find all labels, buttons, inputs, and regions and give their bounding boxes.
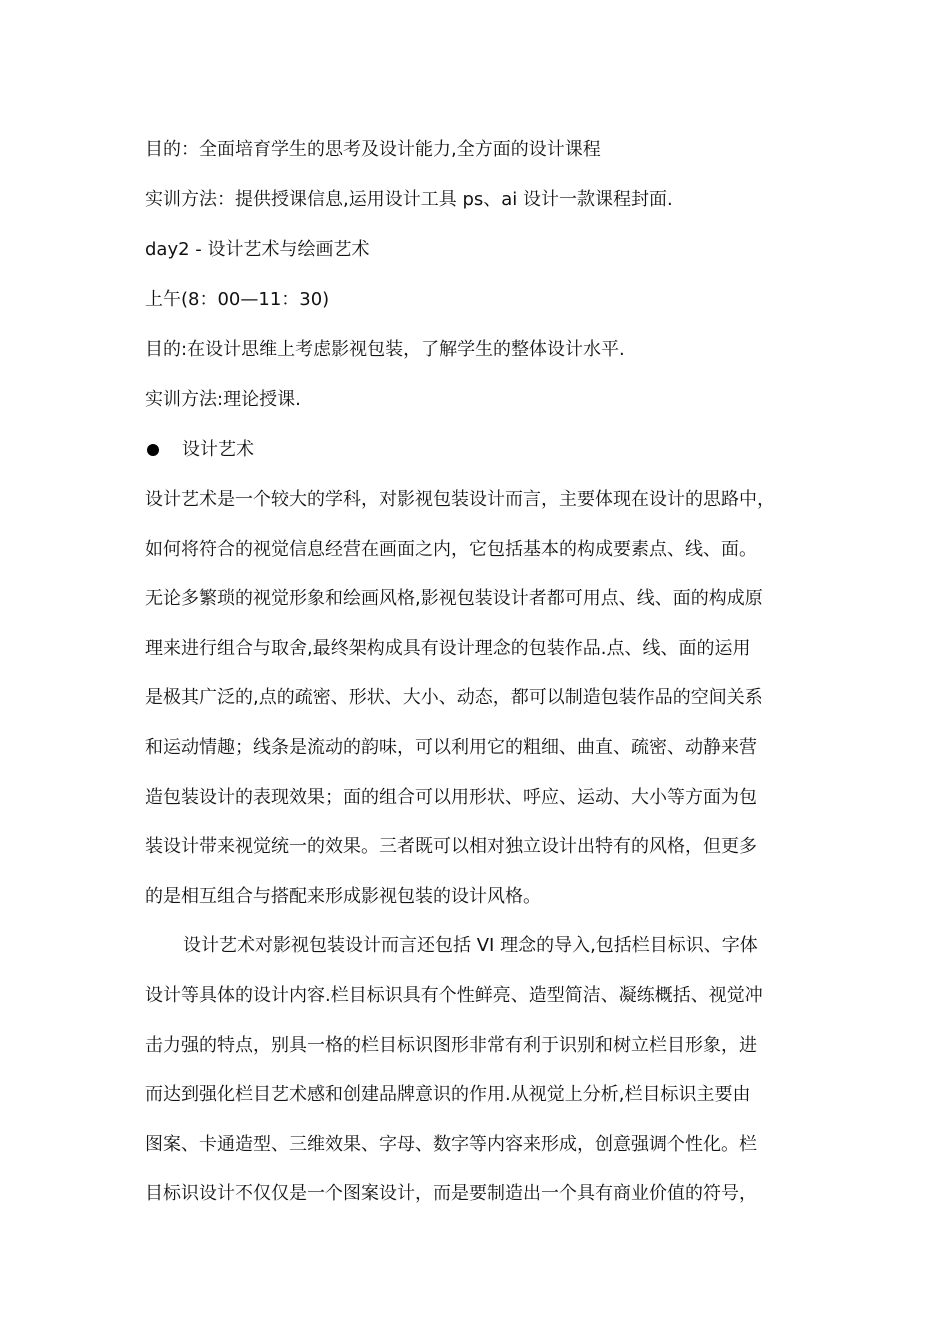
paragraph2-line: 设计艺术对影视包装设计而言还包括 VI 理念的导入,包括栏目标识、字体: [183, 935, 758, 956]
paragraph2-line: 击力强的特点，别具一格的栏目标识图形非常有利于识别和树立栏目形象，进: [145, 1035, 757, 1056]
paragraph2-line: 图案、卡通造型、三维效果、字母、数字等内容来形成，创意强调个性化。栏: [145, 1134, 757, 1155]
paragraph1-line: 的是相互组合与搭配来形成影视包装的设计风格。: [145, 886, 541, 907]
text-line-method: 实训方法：提供授课信息,运用设计工具 ps、ai 设计一款课程封面.: [145, 189, 673, 210]
paragraph2-line: 而达到强化栏目艺术感和创建品牌意识的作用.从视觉上分析,栏目标识主要由: [145, 1084, 751, 1105]
text-line-purpose: 目的：全面培育学生的思考及设计能力,全方面的设计课程: [145, 139, 601, 160]
paragraph2-line: 设计等具体的设计内容.栏目标识具有个性鲜亮、造型简洁、凝练概括、视觉冲: [145, 985, 763, 1006]
paragraph1-line: 设计艺术是一个较大的学科，对影视包装设计而言，主要体现在设计的思路中，: [145, 489, 775, 510]
paragraph1-line: 理来进行组合与取舍,最终架构成具有设计理念的包装作品.点、线、面的运用: [145, 638, 751, 659]
text-line-day2-heading: day2 - 设计艺术与绘画艺术: [145, 239, 370, 260]
paragraph2-line: 目标识设计不仅仅是一个图案设计，而是要制造出一个具有商业价值的符号，: [145, 1183, 757, 1204]
text-line-morning-time: 上午(8：00—11：30): [145, 289, 330, 310]
paragraph1-line: 装设计带来视觉统一的效果。三者既可以相对独立设计出特有的风格，但更多: [145, 836, 757, 857]
bullet-dot-icon: [147, 444, 159, 456]
paragraph1-line: 造包装设计的表现效果；面的组合可以用形状、呼应、运动、大小等方面为包: [145, 787, 757, 808]
text-line-method-2: 实训方法:理论授课.: [145, 389, 301, 410]
bullet-item: [145, 438, 815, 462]
paragraph1-line: 是极其广泛的,点的疏密、形状、大小、动态，都可以制造包装作品的空间关系: [145, 687, 763, 708]
bullet-item-label: 设计艺术: [182, 439, 254, 460]
text-line-purpose-2: 目的:在设计思维上考虑影视包装，了解学生的整体设计水平.: [145, 339, 625, 360]
paragraph1-line: 无论多繁琐的视觉形象和绘画风格,影视包装设计者都可用点、线、面的构成原: [145, 588, 763, 609]
paragraph1-line: 如何将符合的视觉信息经营在画面之内，它包括基本的构成要素点、线、面。: [145, 539, 757, 560]
paragraph1-line: 和运动情趣；线条是流动的韵味，可以利用它的粗细、曲直、疏密、动静来营: [145, 737, 757, 758]
